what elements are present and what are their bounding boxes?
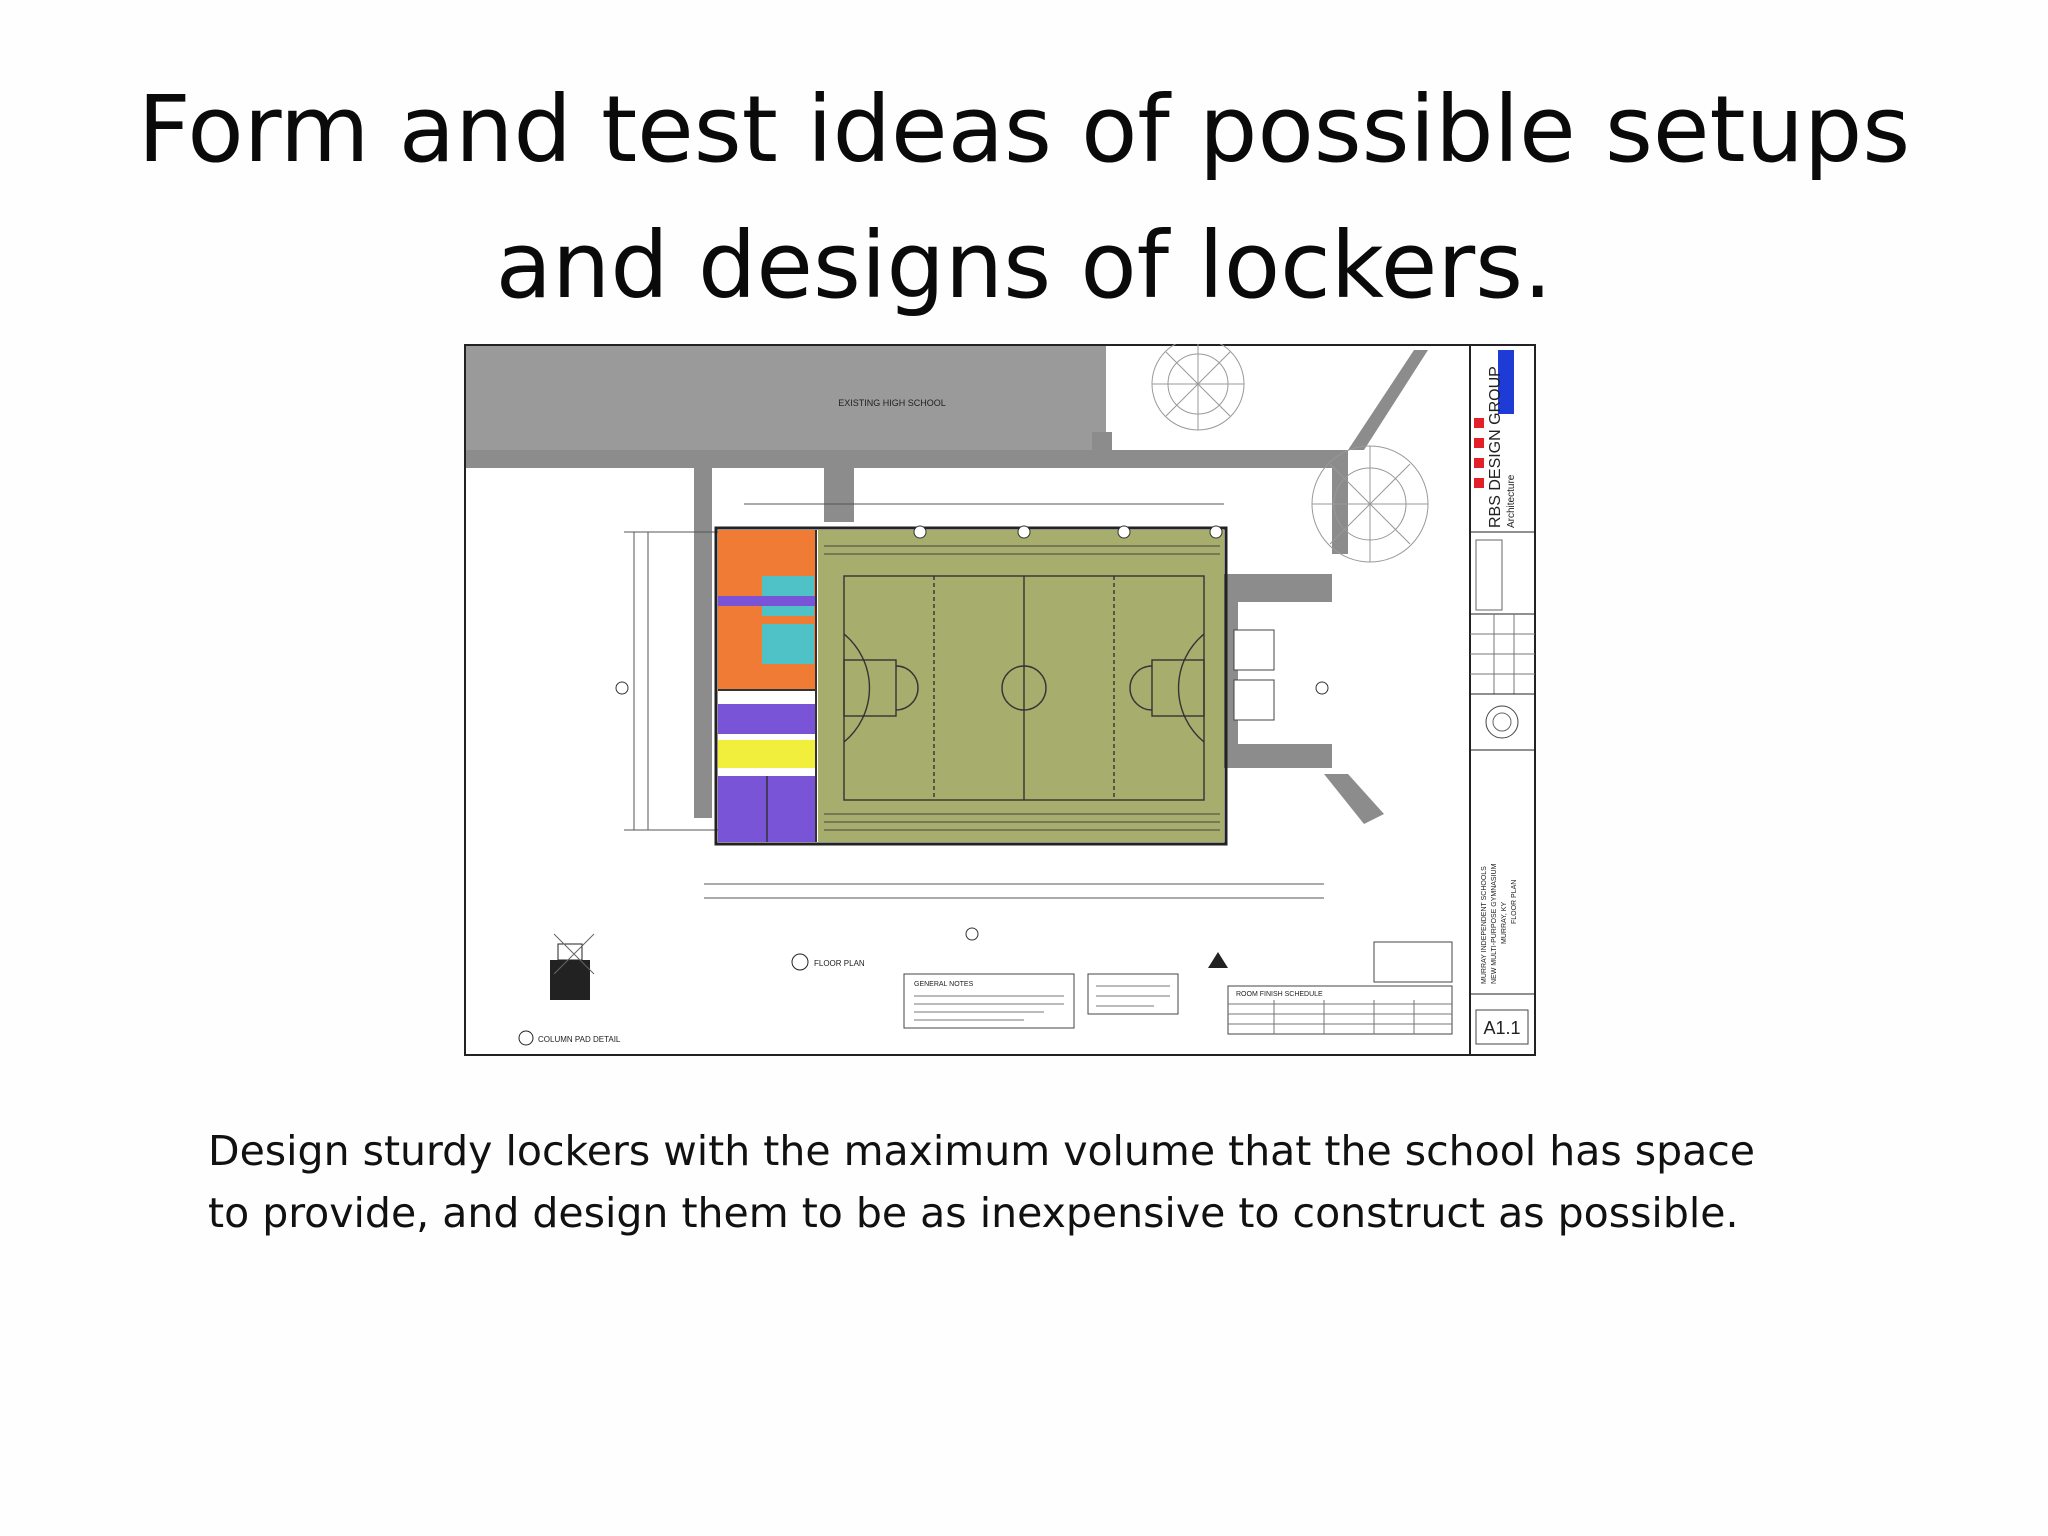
project-line-2: NEW MULTI-PURPOSE GYMNASIUM	[1491, 863, 1498, 984]
firm-logo-red	[1474, 458, 1484, 468]
locker-room-purple	[718, 704, 816, 734]
project-line-1: MURRAY INDEPENDENT SCHOOLS	[1481, 866, 1488, 984]
sheet-number: A1.1	[1483, 1018, 1521, 1038]
locker-room-teal	[762, 624, 814, 664]
body-line-2: to provide, and design them to be as inexpensive to construct as possible.	[208, 1189, 1739, 1237]
vestibule-room	[1234, 630, 1274, 670]
locker-room-yellow	[718, 740, 816, 768]
connector-east	[1092, 432, 1112, 468]
floor-plan-svg	[464, 344, 1536, 1056]
existing-building	[466, 346, 1106, 452]
title-line-2: and designs of lockers.	[495, 212, 1553, 319]
vestibule-room	[1234, 680, 1274, 720]
connector	[824, 452, 854, 522]
firm-logo-red	[1474, 438, 1484, 448]
body-line-1: Design sturdy lockers with the maximum volume that the school has space	[208, 1127, 1755, 1175]
corridor-purple	[718, 596, 816, 606]
slide-body-text	[208, 1120, 1888, 1244]
general-notes-label: GENERAL NOTES	[914, 981, 974, 988]
project-line-3: MURRAY, KY	[1501, 901, 1508, 944]
title-line-1: Form and test ideas of possible setups	[137, 76, 1911, 183]
slide-title	[0, 62, 2048, 334]
plan-caption-marker	[792, 954, 808, 970]
firm-name: RBS DESIGN GROUP	[1487, 366, 1504, 528]
seal-icon	[1486, 706, 1518, 738]
entry-canopy-south	[1224, 744, 1332, 768]
keynote-box	[1374, 942, 1452, 982]
gym-court	[818, 530, 1224, 842]
finish-schedule-label: ROOM FINISH SCHEDULE	[1236, 991, 1323, 998]
walkway-west	[694, 468, 712, 818]
firm-subtitle: Architecture	[1506, 474, 1517, 528]
firm-logo-red	[1474, 478, 1484, 488]
existing-building-label: EXISTING HIGH SCHOOL	[838, 398, 946, 408]
detail-caption: COLUMN PAD DETAIL	[538, 1035, 621, 1044]
floor-plan-drawing	[464, 344, 1536, 1056]
project-line-4: FLOOR PLAN	[1511, 879, 1518, 924]
walkway-north	[466, 450, 1348, 468]
firm-logo-red	[1474, 418, 1484, 428]
plan-caption: FLOOR PLAN	[814, 959, 865, 968]
entry-canopy	[1224, 574, 1332, 602]
legend-box	[1088, 974, 1178, 1014]
